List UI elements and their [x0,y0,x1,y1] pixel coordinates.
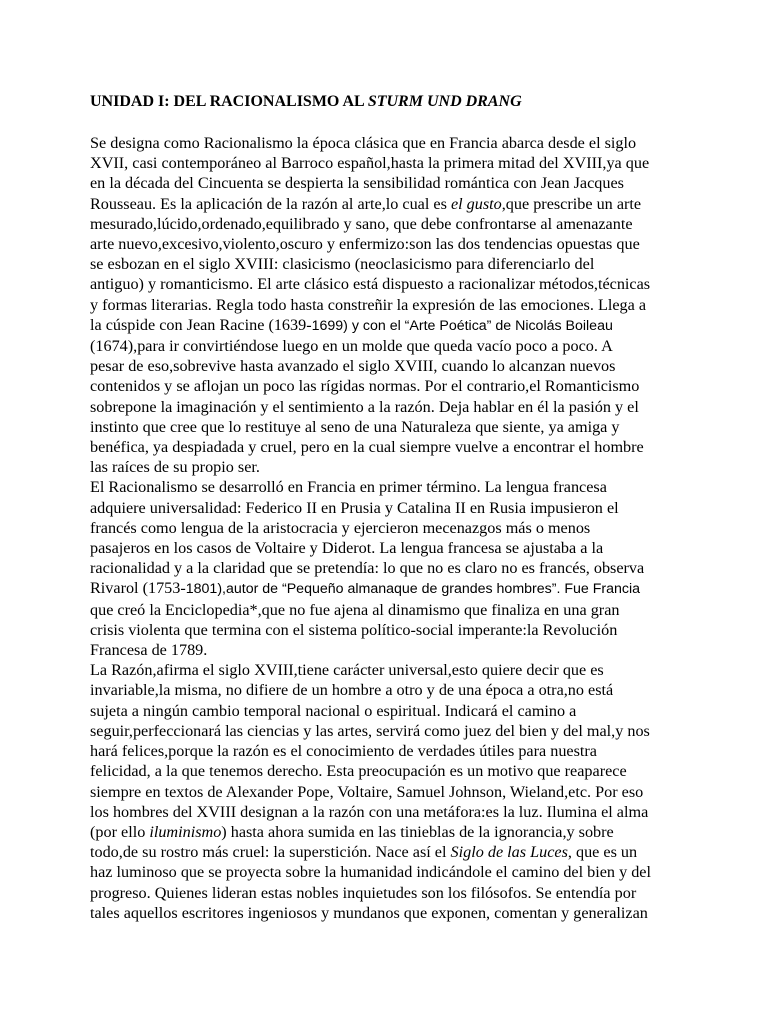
text-line [90,153,690,173]
line-text: todo,de su rostro más cruel: la superstición. Nace así el [90,843,451,862]
text-line [90,356,690,376]
line-text: Rousseau. Es la aplicación de la razón al arte,lo cual es [90,194,451,213]
line-text: (por ello [90,822,150,841]
line-text: felicidad, a la que tenemos derecho. Esta preocupación es un motivo que reaparece [90,762,627,781]
text-line [90,518,690,538]
text-line [90,903,690,923]
line-text: Francesa de 1789. [90,641,208,660]
line-italic: Siglo de las Luces [450,843,568,862]
text-line [90,376,690,396]
line-text: mesurado,lúcido,ordenado,equilibrado y sano, que debe confrontarse al amenazante [90,214,633,233]
text-line [90,397,690,417]
line-text: francés como lengua de la aristocracia y ejercieron mecenazgos más o menos [90,518,591,537]
line-text: Rivarol (1753- [90,579,186,598]
line-text: invariable,la misma, no difiere de un hombre a otro y de una época a otra,no está [90,681,614,700]
line-text: seguir,perfeccionará las ciencias y las artes, servirá como juez del bien y del mal,y nos [90,721,650,740]
line-text: se esbozan en el siglo XVIII: clasicismo (neoclasicismo para diferenciarlo del [90,255,595,274]
line-text: adquiere universalidad: Federico II en Prusia y Catalina II en Rusia impusieron el [90,498,619,517]
line-sans-segment: 1801),autor de “Pequeño almanaque de grandes hombres”. Fue Francia [185,581,641,598]
line-text: crisis violenta que termina con el sistema político-social imperante:la Revolución [90,620,618,639]
text-line [90,538,690,558]
text-line [90,761,690,781]
line-text: las raíces de su propio ser. [90,458,260,477]
line-text: progreso. Quienes lideran estas nobles inquietudes son los filósofos. Se entendía por [90,883,637,902]
text-line [90,457,690,477]
line-sans-segment: 1699) y con el “Arte Poética” de Nicolás Boileau [311,317,613,334]
document-page [90,92,690,923]
title-italic: STURM UND DRANG [367,93,522,110]
line-text: en la década del Cincuenta se despierta la sensibilidad romántica con Jean Jacques [90,174,624,193]
text-line [90,214,690,234]
text-line [90,620,690,640]
text-line [90,701,690,721]
text-line [90,842,690,862]
text-line [90,336,690,356]
text-line [90,194,690,214]
line-text: pesar de eso,sobrevive hasta avanzado el siglo XVIII, cuando lo alcanzan nuevos [90,357,616,376]
text-line [90,417,690,437]
text-line [90,883,690,903]
line-text: instinto que cree que lo restituye al seno de una Naturaleza que siente, ya amiga y [90,417,620,436]
line-text: siempre en textos de Alexander Pope, Voltaire, Samuel Johnson, Wieland,etc. Por eso [90,782,644,801]
line-text: La Razón,afirma el siglo XVIII,tiene carácter universal,esto quiere decir que es [90,661,604,680]
line-text: sobrepone la imaginación y el sentimiento a la razón. Deja hablar en él la pasión y el [90,397,639,416]
text-line [90,802,690,822]
line-text: que creó la Enciclopedia*,que no fue ajena al dinamismo que finaliza en una gran [90,600,620,619]
text-line [90,600,690,620]
text-line [90,862,690,882]
text-line [90,498,690,518]
document-title [90,92,690,112]
line-text: haz luminoso que se proyecta sobre la humanidad indicándole el camino del bien y del [90,863,651,882]
text-line [90,558,690,578]
text-line [90,274,690,294]
text-line [90,578,690,599]
line-text: tales aquellos escritores ingeniosos y mundanos que exponen, comentan y generalizan [90,903,648,922]
text-line [90,315,690,336]
text-line [90,660,690,680]
text-line [90,782,690,802]
line-text: pasajeros en los casos de Voltaire y Diderot. La lengua francesa se ajustaba a la [90,539,604,558]
text-line [90,741,690,761]
line-italic: iluminismo [149,822,222,841]
line-text: los hombres del XVIII designan a la razón con una metáfora:es la luz. Ilumina el alma [90,802,649,821]
line-text: racionalidad y a la claridad que se pretendía: lo que no es claro no es francés, observa [90,559,645,578]
line-text: antiguo) y romanticismo. El arte clásico está dispuesto a racionalizar métodos,técnicas [90,275,651,294]
line-text: la cúspide con Jean Racine (1639- [90,315,312,334]
text-line [90,234,690,254]
line-text: contenidos y se aflojan un poco las rígidas normas. Por el contrario,el Romanticismo [90,377,640,396]
text-line [90,721,690,741]
line-text: Se designa como Racionalismo la época clásica que en Francia abarca desde el siglo [90,134,637,152]
title-plain: UNIDAD I: DEL RACIONALISMO AL [90,93,368,110]
text-line [90,254,690,274]
text-line [90,437,690,457]
line-text: sujeta a ningún cambio temporal nacional o espiritual. Indicará el camino a [90,701,577,720]
text-line [90,173,690,193]
text-line [90,295,690,315]
text-line [90,640,690,660]
text-line [90,822,690,842]
line-text: y formas literarias. Regla todo hasta constreñir la expresión de las emociones. Llega a [90,295,647,314]
line-text: benéfica, ya despiadada y cruel, pero en la cual siempre vuelve a encontrar el hombre [90,438,644,457]
line-rest: ,que prescribe un arte [501,194,642,213]
text-line [90,133,690,153]
line-text: arte nuevo,excesivo,violento,oscuro y enfermizo:son las dos tendencias opuestas que [90,235,640,254]
document-body [90,133,690,923]
line-italic: el gusto [450,194,502,213]
line-rest: , que es un [567,843,638,862]
line-text: hará felices,porque la razón es el conocimiento de verdades útiles para nuestra [90,742,597,761]
line-text: El Racionalismo se desarrolló en Francia en primer término. La lengua francesa [90,478,607,497]
line-text: (1674),para ir convirtiéndose luego en un molde que queda vacío poco a poco. A [90,337,613,356]
line-rest: ) hasta ahora sumida en las tinieblas de la ignorancia,y sobre [221,822,614,841]
text-line [90,680,690,700]
text-line [90,477,690,497]
line-text: XVII, casi contemporáneo al Barroco español,hasta la primera mitad del XVIII,ya que [90,154,650,173]
